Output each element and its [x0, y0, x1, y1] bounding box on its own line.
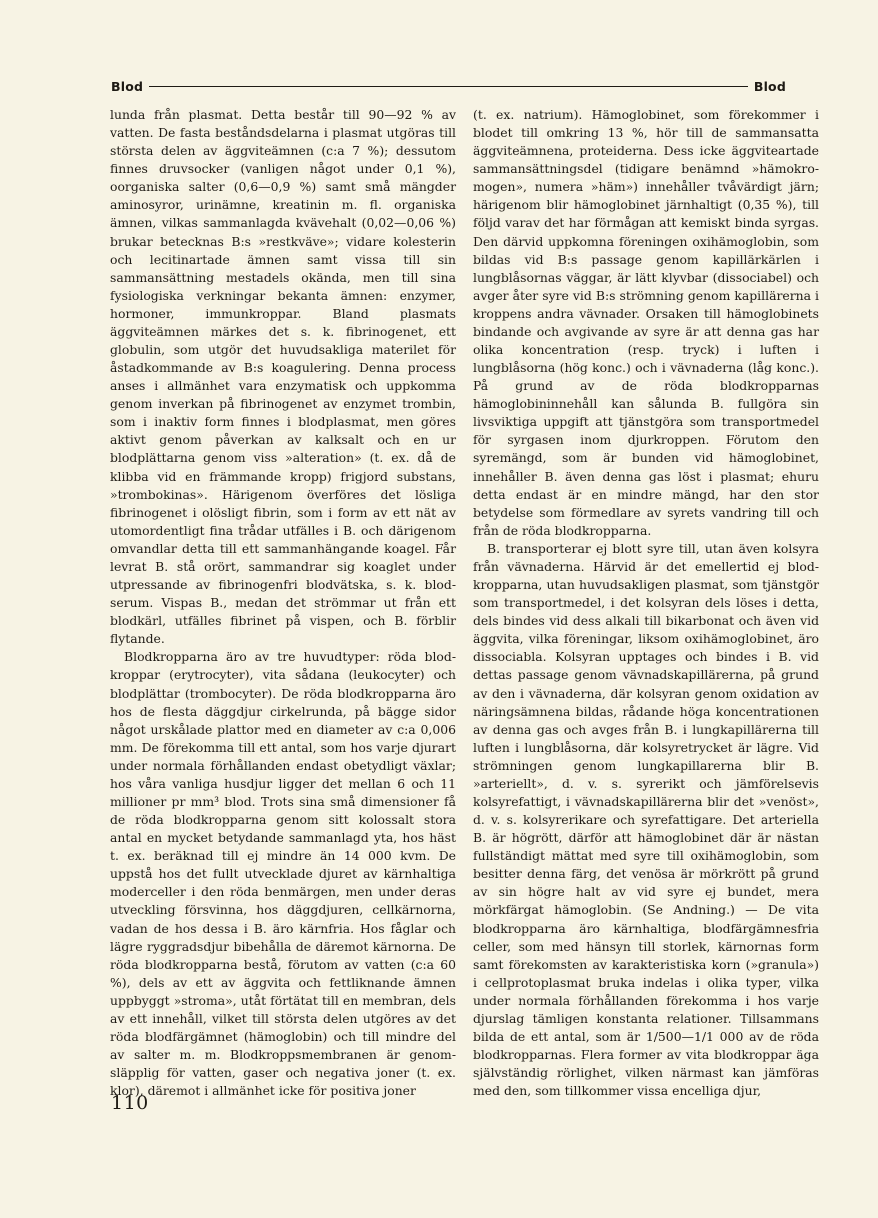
running-head-left: Blod [111, 78, 144, 94]
right-column [473, 106, 819, 1100]
left-paragraph-1: lunda från plasmat. Detta består till 90—92 % av vatten. De fasta beståndsdelarna i plasmat utgöras till största delen av äggviteämnen (c:a 7 %); dessutom finnes druvsocker (vanligen något under 0,1 %), oorganiska salter (0,6—0,9 %) samt små mängder aminosyror, urinämne, kreatinin m. fl. organiska ämnen, vilkas sammanlagda kvävehalt (0,02—0,06 %) brukar betecknas B:s »restkväve»; vidare kolesterin och lecitinartade ämnen samt vissa till sin sammansättning mestadels okända, men till sina fysiologiska verkningar bekanta ämnen: enzymer, hormoner, immunkroppar. Bland plasmats äggviteämnen märkes det s. k. fibrinogenet, ett globulin, som utgör det huvudsakliga materilet för åstadkommande av B:s koagulering. Denna process anses i allmänhet vara enzymatisk och uppkomma genom inverkan på fibrinogenet av enzymet trombin, som i inaktiv form finnes i blodplasmat, men göres aktivt genom påverkan av kalksalt och en ur blodplättarna genom viss »alteration» (t. ex. då de klibba vid en främmande kropp) frigjord substans, »trombokinas». Härigenom överföres det lösliga fibrinogenet i olösligt fibrin, som i form av ett nät av utomordentligt fina trådar utfälles i B. och därigenom omvandlar detta till ett sammanhängande koagel. Får levrat B. stå orört, sammandrar sig koaglet under utpressande av fibrinogenfri blodvätska, s. k. blodserum. Vispas B., medan det strömmar ut från ett blodkärl, utfälles fibrinet på vispen, och B. förblir flytande. [110, 107, 456, 647]
left-column [110, 106, 456, 1100]
running-header [111, 76, 786, 96]
page-number: 110 [111, 1092, 149, 1114]
running-head-right: Blod [753, 78, 786, 94]
right-paragraph-2: B. transporterar ej blott syre till, utan även kolsyra från vävnaderna. Härvid är det emellertid ej blodkropparna, utan huvudsakligen plasmat, som tjänstgör som transportmedel, i det kolsyran dels löses i detta, dels bindes vid dess alkali till bikarbonat och även vid äggvita, vilka föreningar, liksom oxihämoglobinet, äro dissociabla. Kolsyran upptages och bindes i B. vid dettas passage genom vävnadskapillärerna, på grund av den i vävnaderna, där kolsyran genom oxidation av näringsämnena bildas, rådande höga koncentrationen av denna gas och avges från B. i lungkapillärerna till luften i lungblåsorna, där kolsyretrycket är lägre. Vid strömningen genom lungkapillarerna blir B. »arteriellt», d. v. s. syrerikt och jämförelsevis kolsyrefattigt, i vävnadskapillärerna blir det »venöst», d. v. s. kolsyrerikare och syrefattigare. Det arteriella B. är högrött, därför att hämoglobinet där är nästan fullständigt mättat med syre till oxihämoglobin, som besitter denna färg, det venösa är mörkrött på grund av sin högre halt av vid syre ej bundet, mera mörkfärgat hämoglobin. (Se Andning.) — De vita blodkropparna äro kärnhaltiga, blodfärgämnesfria celler, som med hänsyn till storlek, kärnornas form samt förekomsten av karakteristiska korn (»granula») i cellprotoplasmat bruka indelas i olika typer, vilka under normala förhållanden förekomma i hos varje djurslag tämligen konstanta relationer. Tillsammans bilda de ett antal, som är 1/500—1/1 000 av de röda blodkropparnas. Flera former av vita blodkroppar äga självständig rörlighet, vilken närmast kan jämföras med den, som tillkommer vissa encelliga djur, [473, 540, 819, 1099]
right-paragraph-1: (t. ex. natrium). Hämoglobinet, som förekommer i blodet till omkring 13 %, hör till de sammansatta äggviteämnena, proteiderna. Dess icke äggviteartade sammansättningsdel (tidigare benämnd »hämokromogen», numera »häm») innehåller tvåvärdigt järn; härigenom blir hämoglobinet järnhaltigt (0,35 %), till följd varav det har förmågan att kemiskt binda syrgas. Den därvid uppkomna föreningen oxihämoglobin, som bildas vid B:s passage genom kapillärkärlen i lungblåsornas väggar, är lätt klyvbar (dissociabel) och avger åter syre vid B:s strömning genom kapillärerna i kroppens andra vävnader. Orsaken till hämoglobinets bindande och avgivande av syre är att denna gas har olika koncentration (resp. tryck) i luften i lungblåsorna (hög konc.) och i vävnaderna (låg konc.). På grund av de röda blodkropparnas hämoglobininnehåll kan sålunda B. fullgöra sin livsviktiga uppgift att tjänstgöra som transportmedel för syrgasen inom djurkroppen. Förutom den syremängd, som är bunden vid hämoglobinet, innehåller B. även denna gas löst i plasmat; ehuru detta endast är en mindre mängd, har den stor betydelse som förmedlare av syrets vandring till och från de röda blodkropparna. [473, 107, 819, 538]
left-paragraph-2: Blodkropparna äro av tre huvudtyper: röda blodkroppar (erytrocyter), vita sådana (leukocyter) och blodplättar (trombocyter). De röda blodkropparna äro hos de flesta däggdjur cirkelrunda, på bägge sidor något urskålade plattor med en diameter av c:a 0,006 mm. De förekomma till ett antal, som hos varje djurart under normala förhållanden endast obetydligt växlar; hos våra vanliga husdjur ligger det mellan 6 och 11 millioner pr mm³ blod. Trots sina små dimensioner få de röda blodkropparna genom sitt kolossalt stora antal en mycket betydande sammanlagd yta, hos häst t. ex. beräknad till ej mindre än 14 000 kvm. De uppstå hos det fullt utvecklade djuret av kärnhaltiga moderceller i den röda benmärgen, men under deras utveckling försvinna, hos däggdjuren, cellkärnorna, vadan de hos dessa i B. äro kärnfria. Hos fåglar och lägre ryggradsdjur bibehålla de däremot kärnorna. De röda blodkropparna bestå, förutom av vatten (c:a 60 %), dels av ett av äggvita och fettliknande ämnen uppbyggt »stroma», utåt förtätat till en membran, dels av ett innehåll, vilket till största delen utgöres av det röda blodfärgämnet (hämoglobin) och till mindre del av salter m. m. Blodkroppsmembranen är genomsläpplig för vatten, gaser och negativa joner (t. ex. klor), däremot i allmänhet icke för positiva joner [110, 649, 456, 1099]
header-rule [149, 86, 748, 87]
